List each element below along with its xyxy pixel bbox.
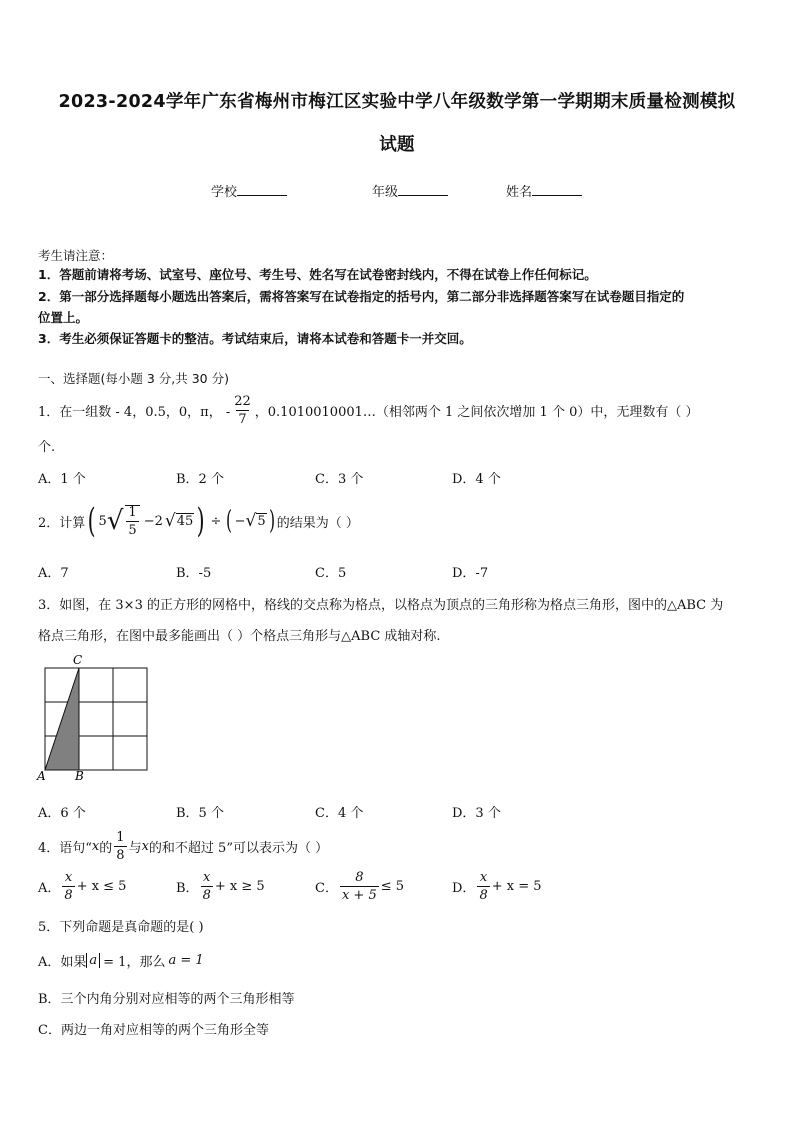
note-item: 3．考生必须保证答题卡的整洁。考试结束后，请将本试卷和答题卡一并交回。: [38, 331, 472, 346]
q1-line2: 个.: [38, 440, 56, 455]
q2-neg: −: [234, 513, 246, 529]
q2-option-c: C．5: [315, 566, 347, 581]
frac-den: 8: [64, 887, 73, 903]
frac-num: 8: [355, 869, 364, 885]
left-paren-icon: (: [87, 501, 96, 541]
q2-suffix: 的结果为（ ）: [276, 515, 359, 531]
grade-field: [372, 181, 448, 200]
q4-fraction: [114, 831, 126, 862]
school-field: [211, 181, 287, 200]
option-fraction: [201, 871, 213, 902]
label-c: C: [73, 653, 83, 667]
notes-heading: 考生请注意：: [38, 248, 114, 263]
q5-a-mid: = 1，那么: [103, 954, 166, 970]
q1-prefix: 1．在一组数 - 4，0.5，0，π， -: [38, 404, 231, 420]
q4-option-c: [315, 868, 404, 904]
frac-num: x: [64, 869, 73, 885]
q2-option-b: B．-5: [176, 566, 212, 581]
q5-option-c: C．两边一角对应相等的两个三角形全等: [38, 1023, 269, 1038]
q3-option-a: A．6 个: [38, 806, 86, 821]
option-fraction: [477, 871, 489, 902]
q2-sqrt45: 45: [176, 514, 194, 529]
option-label: C．: [315, 880, 338, 896]
option-label: B．: [176, 880, 199, 896]
q2-sqrt-num: 1: [128, 505, 137, 520]
q1-option-c: C．3 个: [315, 472, 364, 487]
frac-den: 8: [202, 887, 211, 903]
q5-stem: 5．下列命题是真命题的是( ): [38, 920, 204, 935]
q4-x2: x: [141, 838, 149, 854]
q4-frac-num: 1: [116, 829, 125, 845]
q2-sqrt5: 5: [257, 514, 266, 529]
grade-blank: [398, 183, 448, 196]
q4-prefix: 4．语句“: [38, 840, 92, 856]
q1-frac-num: 22: [234, 393, 251, 409]
q1-option-a: A．1 个: [38, 472, 86, 487]
name-blank: [532, 183, 582, 196]
page-title: 2023-2024学年广东省梅州市梅江区实验中学八年级数学第一学期期末质量检测模拟: [58, 92, 736, 112]
note-item: 位置上。: [38, 310, 89, 325]
q4-option-a: [38, 868, 126, 904]
q1-suffix: ，0.1010010001…（相邻两个 1 之间依次增加 1 个 0）中，无理数有（ ）: [254, 404, 699, 420]
right-paren-icon: ): [196, 501, 205, 541]
q4-mid: 与: [128, 840, 142, 856]
note-item: 1．答题前请将考场、试室号、座位号、考生号、姓名写在试卷密封线内，不得在试卷上作任何标记。: [38, 267, 597, 282]
q4-option-b: [176, 868, 265, 904]
question-2: [38, 498, 359, 544]
grade-label: 年级: [372, 185, 399, 200]
option-label: D．: [452, 880, 476, 896]
frac-num: x: [479, 869, 488, 885]
label-a: A: [37, 769, 46, 782]
q5-a-prefix: A．如果: [38, 954, 87, 970]
frac-num: x: [203, 869, 211, 885]
school-blank: [237, 183, 287, 196]
q2-div: ÷: [210, 513, 222, 529]
page-title-line2: 试题: [379, 135, 415, 155]
q5-option-a: [38, 948, 204, 972]
name-label: 姓名: [506, 185, 533, 200]
left-paren-icon: (: [226, 506, 233, 536]
q5-a-abs: a: [86, 953, 100, 968]
option-label: A．: [38, 880, 61, 896]
frac-den: 8: [479, 887, 488, 903]
q2-coef: 5: [98, 513, 107, 529]
label-b: B: [75, 769, 84, 782]
q2-option-d: D．-7: [452, 566, 489, 581]
question-1: [38, 392, 699, 428]
q2-prefix: 2．计算: [38, 515, 86, 531]
q3-option-c: C．4 个: [315, 806, 364, 821]
q1-option-d: D．4 个: [452, 472, 501, 487]
q3-line2: 格点三角形，在图中最多能画出（ ）个格点三角形与△ABC 成轴对称.: [38, 629, 441, 644]
q5-a-tail: a = 1: [168, 952, 204, 968]
q4-suffix: 的和不超过 5”可以表示为（ ）: [148, 840, 329, 856]
section-heading: 一、选择题(每小题 3 分,共 30 分): [38, 371, 229, 386]
q4-frac-den: 8: [116, 847, 125, 863]
school-label: 学校: [211, 185, 238, 200]
q3-option-b: B．5 个: [176, 806, 224, 821]
option-fraction: [62, 871, 74, 902]
q5-option-b: B．三个内角分别对应相等的两个三角形相等: [38, 992, 295, 1007]
question-4: [38, 828, 328, 864]
name-field: [506, 181, 582, 200]
q3-line1: 3．如图，在 3×3 的正方形的网格中，格线的交点称为格点，以格点为顶点的三角形称为格点三角形，图中的△ABC 为: [38, 598, 724, 613]
sqrt-icon: √: [106, 506, 124, 536]
q2-sqrt-fraction: [125, 505, 139, 537]
q2-option-a: A．7: [38, 566, 69, 581]
q1-frac-den: 7: [238, 411, 247, 427]
sqrt-icon: √: [245, 511, 257, 531]
q4-option-d: [452, 868, 542, 904]
right-paren-icon: ): [268, 506, 275, 536]
option-fraction: [340, 871, 379, 902]
q1-fraction: [232, 395, 253, 426]
q4-de: 的: [99, 840, 113, 856]
note-item: 2．第一部分选择题每小题选出答案后，需将答案写在试卷指定的括号内，第二部分非选择题答案写在试卷题目指定的: [38, 289, 685, 304]
q1-option-b: B．2 个: [176, 472, 224, 487]
option-tail: + x ≤ 5: [76, 878, 127, 894]
option-tail: ≤ 5: [380, 878, 405, 894]
q3-option-d: D．3 个: [452, 806, 501, 821]
frac-den: x + 5: [341, 887, 377, 903]
q2-sqrt-den: 5: [128, 523, 137, 538]
option-tail: + x = 5: [491, 878, 542, 894]
triangle-abc: [45, 668, 79, 770]
q4-x1: x: [91, 838, 100, 854]
q3-grid-figure: [34, 652, 158, 782]
sqrt-icon: √: [164, 511, 176, 531]
option-tail: + x ≥ 5: [214, 878, 265, 894]
q2-minus: −2: [143, 513, 163, 529]
